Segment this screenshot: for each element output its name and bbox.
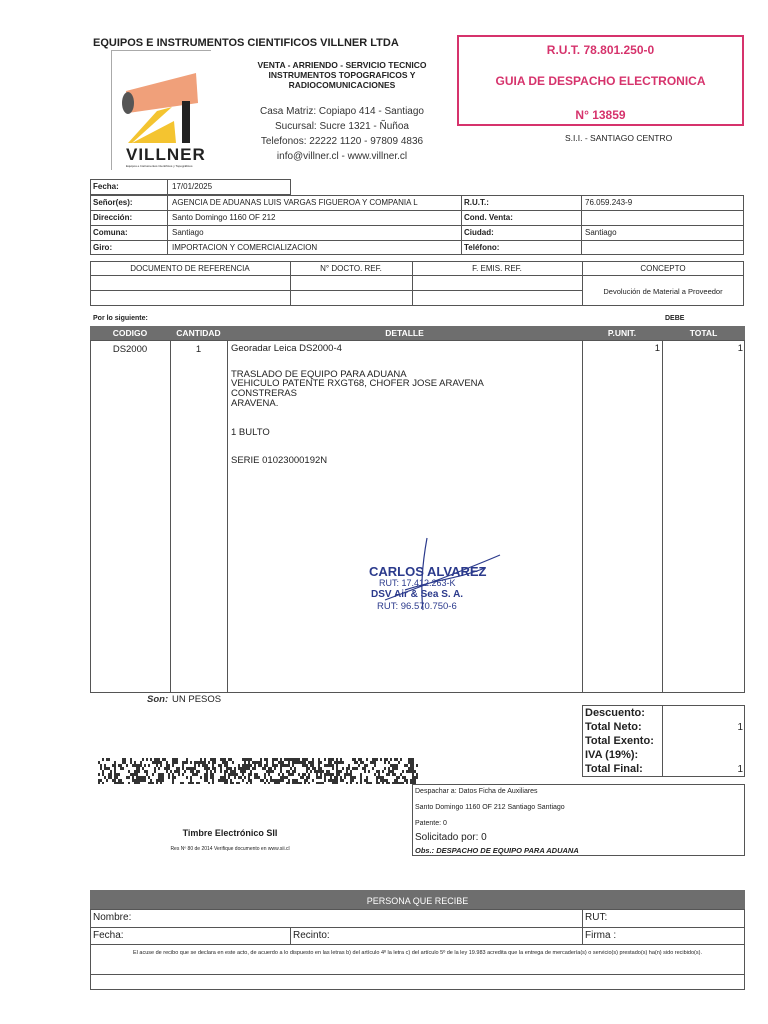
fecha-label: Fecha:	[93, 182, 119, 191]
comuna-value: Santiago	[172, 228, 204, 237]
item-detail-line: ARAVENA.	[231, 398, 279, 409]
stamp-company: DSV Air & Sea S. A.	[371, 589, 464, 600]
document-rut: R.U.T. 78.801.250-0	[546, 43, 655, 57]
col-punit: P.UNIT.	[607, 328, 637, 338]
legal-text: El acuse de recibo que se declara en este acto, de acuerdo a lo dispuesto en las letras b) del artículo 4º la letra c) del artículo 5º de la ley 19.983 acredita que la entrega de mercadería(s) o servicio(s) prestado(s) ha(n) sido recibido(s).	[133, 950, 702, 956]
nombre-field[interactable]: Nombre:	[93, 912, 132, 923]
barcode-icon	[98, 758, 418, 784]
document-type: GUIA DE DESPACHO ELECTRONICA	[495, 74, 706, 88]
stamp-rut: RUT: 17.412.263-K	[379, 578, 456, 588]
dispatch-solicitado: Solicitado por: 0	[415, 832, 487, 843]
company-contact: info@villner.cl - www.villner.cl	[276, 151, 408, 162]
logo-tagline: Equipos e Instrumentos Científicos y Topográficos	[126, 164, 193, 168]
col-codigo: CODIGO	[112, 328, 148, 338]
ciudad-value: Santiago	[585, 228, 617, 237]
recibe-rut-field[interactable]: RUT:	[585, 912, 608, 923]
firma-field[interactable]: Firma :	[585, 930, 617, 941]
comuna-label: Comuna:	[93, 228, 128, 237]
descuento-label: Descuento:	[585, 707, 645, 719]
services-block	[232, 60, 452, 90]
rut-label: R.U.T.:	[464, 198, 489, 207]
document-id-box	[457, 35, 744, 126]
senor-label: Señor(es):	[93, 198, 133, 207]
por-lo-siguiente: Por lo siguiente:	[93, 315, 148, 322]
item-detail-line: 1 BULTO	[231, 427, 270, 438]
ref-header-concept: CONCEPTO	[640, 264, 686, 273]
address-main: Casa Matriz: Copiapo 414 - Santiago	[260, 106, 424, 117]
col-cantidad: CANTIDAD	[176, 328, 221, 338]
total-exento-label: Total Exento:	[585, 735, 654, 747]
stamp-name: CARLOS ALVAREZ	[369, 564, 487, 579]
timbre-sub: Res Nº 80 de 2014 Verifique documento en www.sii.cl	[170, 846, 290, 852]
company-name: EQUIPOS E INSTRUMENTOS CIENTIFICOS VILLNER LTDA	[93, 37, 399, 49]
pdf417-barcode	[98, 758, 418, 784]
service-line: INSTRUMENTOS TOPOGRAFICOS Y	[268, 70, 416, 80]
dispatch-obs: Obs.: DESPACHO DE EQUIPO PARA ADUANA	[415, 846, 579, 855]
debe-label: DEBE	[665, 315, 685, 322]
service-line: RADIOCOMUNICACIONES	[288, 80, 396, 90]
rut-value: 76.059.243-9	[585, 198, 633, 207]
ref-concept-value: Devolución de Material a Proveedor	[603, 287, 723, 296]
item-qty: 1	[195, 344, 202, 355]
address-block	[232, 104, 452, 164]
col-total: TOTAL	[689, 328, 718, 338]
ref-header-date: F. EMIS. REF.	[472, 264, 522, 273]
ref-header-doc: DOCUMENTO DE REFERENCIA	[130, 264, 250, 273]
logo-text: VILLNER	[126, 145, 206, 164]
total-final-label: Total Final:	[585, 763, 643, 775]
giro-value: IMPORTACION Y COMERCIALIZACION	[172, 243, 318, 252]
col-detalle: DETALLE	[385, 328, 424, 338]
dispatch-address: Santo Domingo 1160 OF 212 Santiago Santiago	[415, 804, 565, 811]
service-line: VENTA - ARRIENDO - SERVICIO TECNICO	[257, 60, 427, 70]
son-value: UN PESOS	[172, 694, 222, 705]
item-unit-price: 1	[654, 343, 660, 354]
items-body	[90, 340, 745, 693]
direccion-value: Santo Domingo 1160 OF 212	[172, 213, 276, 222]
company-phones: Telefonos: 22222 1120 - 97809 4836	[260, 136, 424, 147]
recibe-fecha-field[interactable]: Fecha:	[93, 930, 124, 941]
item-detail-line: TRASLADO DE EQUIPO PARA ADUANA	[231, 369, 407, 380]
sii-office: S.I.I. - SANTIAGO CENTRO	[565, 133, 673, 143]
item-detail-line: Georadar Leica DS2000-4	[231, 343, 342, 354]
item-code: DS2000	[112, 344, 148, 355]
company-logo	[111, 50, 211, 170]
ref-header-number: N° DOCTO. REF.	[320, 264, 382, 273]
document-number: N° 13859	[575, 108, 626, 122]
senor-value: AGENCIA DE ADUANAS LUIS VARGAS FIGUEROA Y COMPANIA L	[172, 198, 418, 207]
giro-label: Giro:	[93, 243, 113, 252]
signature-icon	[365, 530, 505, 625]
address-branch: Sucursal: Sucre 1321 - Ñuñoa	[275, 121, 409, 132]
despachar-text: Despachar a: Datos Ficha de Auxiliares	[415, 788, 538, 795]
telefono-label: Teléfono:	[464, 243, 500, 252]
timbre-title: Timbre Electrónico SII	[182, 828, 278, 838]
item-total: 1	[737, 343, 743, 354]
ciudad-label: Ciudad:	[464, 228, 494, 237]
recinto-field[interactable]: Recinto:	[293, 930, 330, 941]
recibe-title: PERSONA QUE RECIBE	[366, 896, 469, 906]
dispatch-patente: Patente: 0	[415, 820, 447, 827]
item-detail-line: SERIE 01023000192N	[231, 455, 328, 466]
total-final-value: 1	[737, 764, 743, 775]
son-label: Son:	[147, 694, 169, 705]
receiver-stamp	[365, 560, 485, 622]
stamp-company-rut: RUT: 96.570.750-6	[377, 601, 457, 612]
total-neto-value: 1	[737, 722, 743, 733]
total-neto-label: Total Neto:	[585, 721, 642, 733]
item-detail-line: CONSTRERAS	[231, 388, 297, 399]
iva-label: IVA (19%):	[585, 749, 639, 761]
item-detail-line: VEHICULO PATENTE RXGT68, CHOFER JOSE ARAVENA	[231, 378, 484, 389]
direccion-label: Dirección:	[93, 213, 133, 222]
fecha-value: 17/01/2025	[172, 182, 213, 191]
cond-venta-label: Cond. Venta:	[464, 213, 513, 222]
